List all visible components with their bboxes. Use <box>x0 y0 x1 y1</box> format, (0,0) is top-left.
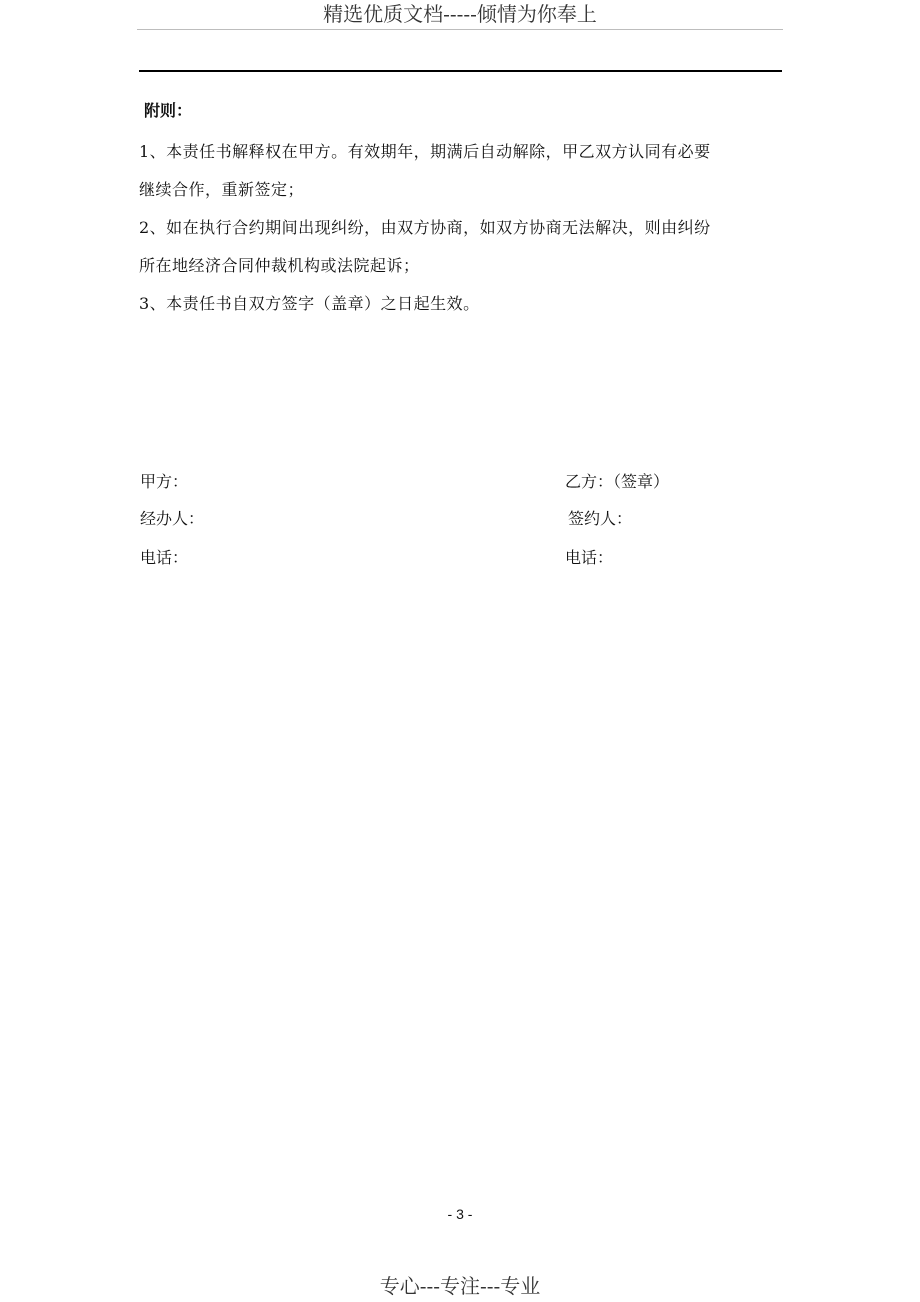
page-footer-text: 专心---专注---专业 <box>379 1274 541 1298</box>
party-b-signer-label: 签约人： <box>568 509 633 528</box>
page-header-title: 精选优质文档-----倾情为你奉上 <box>323 2 597 26</box>
appendix-heading: 附则： <box>144 101 193 120</box>
body-top-divider <box>139 70 782 72</box>
clause-line: 所在地经济合同仲裁机构或法院起诉； <box>139 256 420 275</box>
clause-line: 2、如在执行合约期间出现纠纷，由双方协商，如双方协商无法解决，则由纠纷 <box>139 218 711 237</box>
appendix-clause-3 <box>139 285 789 323</box>
party-a-phone-label: 电话： <box>140 548 189 567</box>
appendix-clause-1 <box>139 133 789 209</box>
party-a-label: 甲方： <box>140 472 189 491</box>
page-number: - 3 - <box>447 1206 473 1222</box>
clause-line: 3、本责任书自双方签字（盖章）之日起生效。 <box>139 294 480 313</box>
party-a-handler-label: 经办人： <box>140 509 205 528</box>
clause-line: 继续合作，重新签定； <box>139 180 305 199</box>
party-b-phone-label: 电话： <box>565 548 614 567</box>
party-b-label: 乙方：（签章） <box>565 472 670 491</box>
header-divider <box>137 29 783 30</box>
clause-line: 1、本责任书解释权在甲方。有效期年，期满后自动解除，甲乙双方认同有必要 <box>139 142 711 161</box>
appendix-clause-2 <box>139 209 789 285</box>
